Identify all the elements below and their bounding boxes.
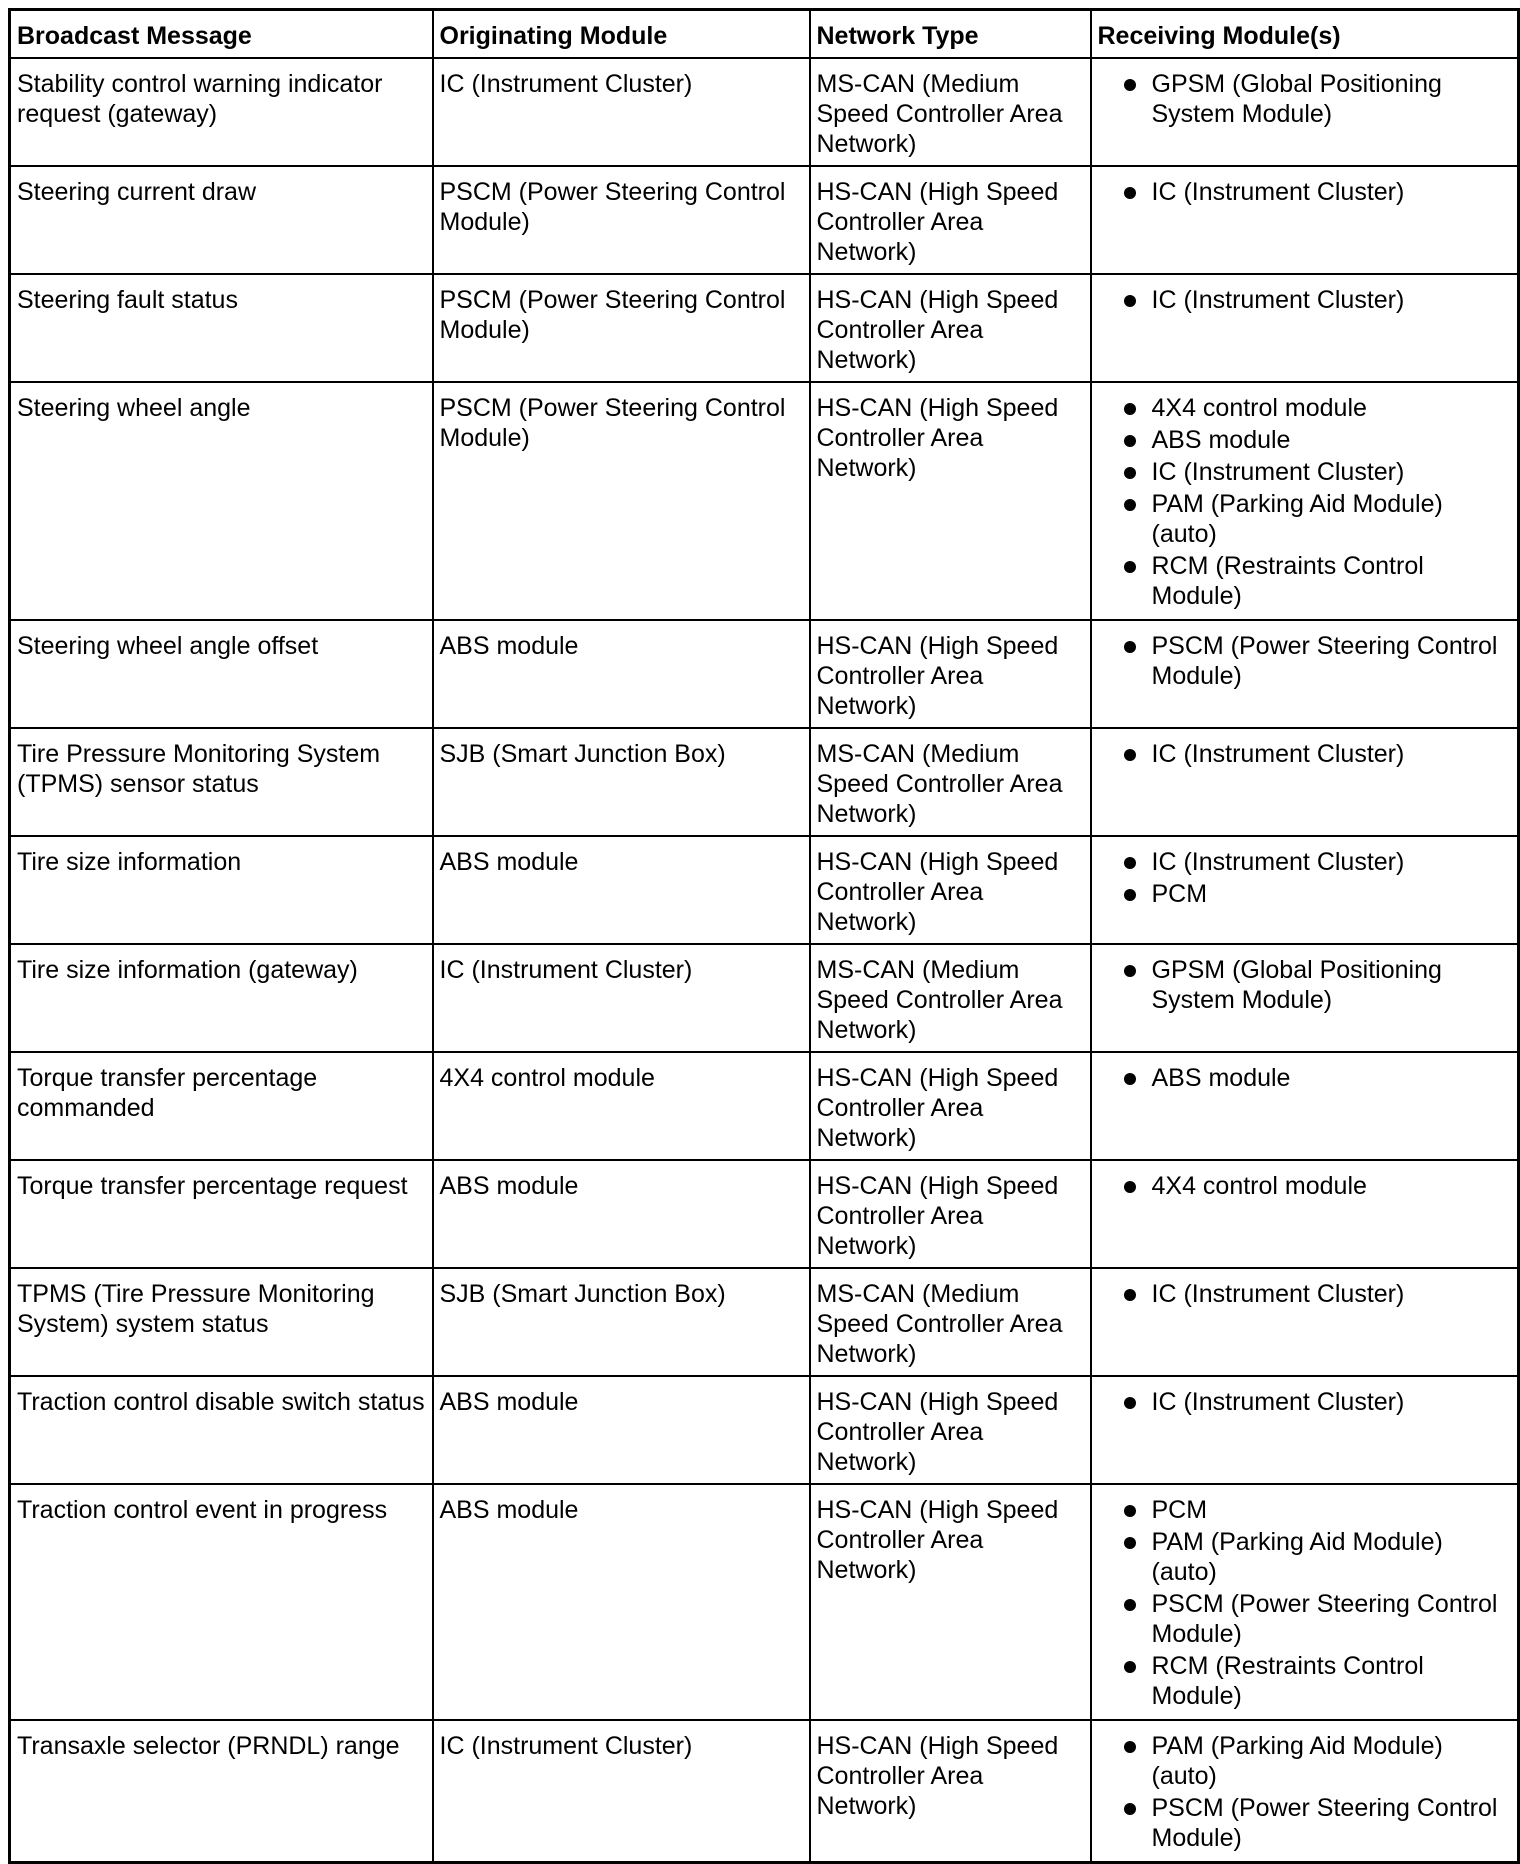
bullet-icon [1124,1289,1136,1301]
network-type-cell: MS-CAN (Medium Speed Controller Area Network) [810,1268,1091,1376]
network-type-cell: HS-CAN (High Speed Controller Area Network) [810,620,1091,728]
broadcast-message-cell: Steering fault status [10,274,433,382]
receiving-modules-list [1098,1387,1512,1417]
bullet-icon [1124,1803,1136,1815]
table-row [10,1376,1519,1484]
table-row [10,1720,1519,1863]
table-row [10,836,1519,944]
network-type-cell: HS-CAN (High Speed Controller Area Network) [810,382,1091,620]
bullet-icon [1124,1505,1136,1517]
network-type-cell: HS-CAN (High Speed Controller Area Network) [810,166,1091,274]
network-type-cell: MS-CAN (Medium Speed Controller Area Network) [810,944,1091,1052]
receiving-module-label: GPSM (Global Positioning System Module) [1151,70,1442,128]
network-type-cell: HS-CAN (High Speed Controller Area Network) [810,274,1091,382]
list-item [1098,1527,1512,1587]
bullet-icon [1124,1073,1136,1085]
receiving-modules-cell [1091,1484,1519,1720]
header-broadcast-message: Broadcast Message [10,10,433,59]
header-originating-module: Originating Module [433,10,810,59]
bullet-icon [1124,889,1136,901]
receiving-modules-list [1098,955,1512,1015]
broadcast-message-cell: Traction control event in progress [10,1484,433,1720]
receiving-modules-cell [1091,382,1519,620]
receiving-module-label: PSCM (Power Steering Control Module) [1151,1590,1498,1648]
originating-module-cell: 4X4 control module [433,1052,810,1160]
receiving-modules-list [1098,847,1512,909]
list-item [1098,847,1512,877]
network-type-cell: HS-CAN (High Speed Controller Area Network) [810,1720,1091,1863]
receiving-modules-cell [1091,274,1519,382]
list-item [1098,879,1512,909]
network-type-cell: MS-CAN (Medium Speed Controller Area Network) [810,728,1091,836]
bullet-icon [1124,857,1136,869]
originating-module-cell: ABS module [433,1160,810,1268]
table-row [10,1052,1519,1160]
bullet-icon [1124,1741,1136,1753]
bullet-icon [1124,641,1136,653]
header-network-type: Network Type [810,10,1091,59]
table-row [10,166,1519,274]
receiving-modules-cell [1091,58,1519,166]
broadcast-message-cell: Torque transfer percentage request [10,1160,433,1268]
receiving-module-label: PCM [1151,1496,1208,1524]
broadcast-message-cell: Steering current draw [10,166,433,274]
network-type-cell: HS-CAN (High Speed Controller Area Network) [810,1160,1091,1268]
broadcast-message-cell: Traction control disable switch status [10,1376,433,1484]
list-item [1098,393,1512,423]
broadcast-message-cell: Tire Pressure Monitoring System (TPMS) sensor status [10,728,433,836]
receiving-modules-list [1098,631,1512,691]
table-row [10,1484,1519,1720]
list-item [1098,1651,1512,1711]
bullet-icon [1124,187,1136,199]
receiving-module-label: PAM (Parking Aid Module) (auto) [1151,490,1443,548]
list-item [1098,69,1512,129]
bullet-icon [1124,467,1136,479]
receiving-modules-cell [1091,1160,1519,1268]
table-row [10,58,1519,166]
bullet-icon [1124,1397,1136,1409]
originating-module-cell: ABS module [433,1484,810,1720]
receiving-modules-list [1098,1731,1512,1853]
originating-module-cell: PSCM (Power Steering Control Module) [433,166,810,274]
originating-module-cell: SJB (Smart Junction Box) [433,728,810,836]
receiving-modules-list [1098,1063,1512,1093]
broadcast-message-cell: Steering wheel angle [10,382,433,620]
broadcast-message-cell: Tire size information [10,836,433,944]
originating-module-cell: IC (Instrument Cluster) [433,1720,810,1863]
receiving-module-label: 4X4 control module [1151,394,1367,422]
receiving-modules-cell [1091,620,1519,728]
list-item [1098,955,1512,1015]
list-item [1098,1495,1512,1525]
network-type-cell: HS-CAN (High Speed Controller Area Network) [810,1052,1091,1160]
table-row [10,382,1519,620]
bullet-icon [1124,435,1136,447]
broadcast-message-cell: Stability control warning indicator request (gateway) [10,58,433,166]
receiving-modules-cell [1091,1268,1519,1376]
table-row [10,620,1519,728]
network-type-cell: MS-CAN (Medium Speed Controller Area Network) [810,58,1091,166]
originating-module-cell: ABS module [433,1376,810,1484]
broadcast-message-cell: Steering wheel angle offset [10,620,433,728]
receiving-modules-cell [1091,944,1519,1052]
bullet-icon [1124,965,1136,977]
receiving-modules-cell [1091,836,1519,944]
receiving-modules-list [1098,393,1512,611]
receiving-module-label: 4X4 control module [1151,1172,1367,1200]
broadcast-message-cell: Transaxle selector (PRNDL) range [10,1720,433,1863]
table-body [10,58,1519,1863]
receiving-module-label: IC (Instrument Cluster) [1151,740,1405,768]
receiving-modules-cell [1091,728,1519,836]
table-row [10,274,1519,382]
header-receiving-modules: Receiving Module(s) [1091,10,1519,59]
receiving-modules-list [1098,177,1512,207]
receiving-module-label: RCM (Restraints Control Module) [1151,1652,1424,1710]
network-type-cell: HS-CAN (High Speed Controller Area Network) [810,1484,1091,1720]
list-item [1098,1731,1512,1791]
receiving-module-label: PSCM (Power Steering Control Module) [1151,632,1498,690]
receiving-modules-list [1098,739,1512,769]
bullet-icon [1124,403,1136,415]
list-item [1098,551,1512,611]
list-item [1098,285,1512,315]
originating-module-cell: SJB (Smart Junction Box) [433,1268,810,1376]
receiving-module-label: PSCM (Power Steering Control Module) [1151,1794,1498,1852]
list-item [1098,177,1512,207]
originating-module-cell: IC (Instrument Cluster) [433,944,810,1052]
receiving-module-label: PAM (Parking Aid Module) (auto) [1151,1732,1443,1790]
receiving-modules-cell [1091,166,1519,274]
bullet-icon [1124,1181,1136,1193]
receiving-modules-cell [1091,1376,1519,1484]
broadcast-message-cell: TPMS (Tire Pressure Monitoring System) system status [10,1268,433,1376]
originating-module-cell: PSCM (Power Steering Control Module) [433,274,810,382]
list-item [1098,631,1512,691]
originating-module-cell: IC (Instrument Cluster) [433,58,810,166]
bullet-icon [1124,1537,1136,1549]
table-row [10,728,1519,836]
list-item [1098,1063,1512,1093]
list-item [1098,1793,1512,1853]
bullet-icon [1124,561,1136,573]
receiving-modules-list [1098,1171,1512,1201]
list-item [1098,489,1512,549]
broadcast-message-table [8,8,1520,1864]
receiving-modules-list [1098,69,1512,129]
receiving-module-label: IC (Instrument Cluster) [1151,1388,1405,1416]
bullet-icon [1124,499,1136,511]
list-item [1098,1589,1512,1649]
receiving-modules-cell [1091,1720,1519,1863]
receiving-module-label: IC (Instrument Cluster) [1151,178,1405,206]
receiving-module-label: PAM (Parking Aid Module) (auto) [1151,1528,1443,1586]
bullet-icon [1124,1661,1136,1673]
table-row [10,1268,1519,1376]
list-item [1098,1279,1512,1309]
bullet-icon [1124,295,1136,307]
bullet-icon [1124,79,1136,91]
table-row [10,1160,1519,1268]
receiving-module-label: ABS module [1151,1064,1291,1092]
bullet-icon [1124,1599,1136,1611]
originating-module-cell: ABS module [433,620,810,728]
receiving-modules-list [1098,1495,1512,1711]
receiving-module-label: IC (Instrument Cluster) [1151,848,1405,876]
receiving-module-label: ABS module [1151,426,1291,454]
bullet-icon [1124,749,1136,761]
receiving-module-label: IC (Instrument Cluster) [1151,458,1405,486]
receiving-modules-list [1098,285,1512,315]
broadcast-message-cell: Torque transfer percentage commanded [10,1052,433,1160]
table-header-row [10,10,1519,59]
receiving-module-label: IC (Instrument Cluster) [1151,1280,1405,1308]
receiving-module-label: PCM [1151,880,1208,908]
originating-module-cell: PSCM (Power Steering Control Module) [433,382,810,620]
list-item [1098,425,1512,455]
originating-module-cell: ABS module [433,836,810,944]
network-type-cell: HS-CAN (High Speed Controller Area Network) [810,1376,1091,1484]
list-item [1098,1387,1512,1417]
list-item [1098,739,1512,769]
receiving-modules-cell [1091,1052,1519,1160]
list-item [1098,1171,1512,1201]
list-item [1098,457,1512,487]
network-type-cell: HS-CAN (High Speed Controller Area Network) [810,836,1091,944]
table-row [10,944,1519,1052]
receiving-modules-list [1098,1279,1512,1309]
broadcast-message-cell: Tire size information (gateway) [10,944,433,1052]
receiving-module-label: GPSM (Global Positioning System Module) [1151,956,1442,1014]
receiving-module-label: IC (Instrument Cluster) [1151,286,1405,314]
receiving-module-label: RCM (Restraints Control Module) [1151,552,1424,610]
